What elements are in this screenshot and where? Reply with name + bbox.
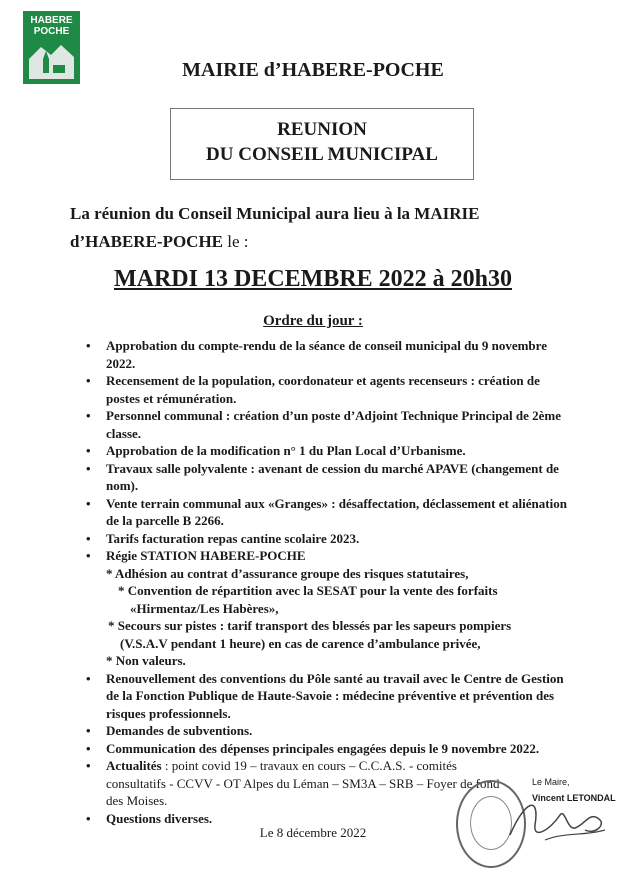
meeting-title-box: [170, 108, 474, 180]
regie-sub-2b: «Hirmentaz/Les Habères»,: [130, 600, 279, 616]
regie-title: • Régie STATION HABERE-POCHE: [106, 548, 306, 563]
page-title: MAIRIE d’HABERE-POCHE: [182, 59, 444, 81]
mayor-name: Vincent LETONDAL: [532, 793, 616, 803]
intro-paragraph: [70, 200, 590, 256]
meeting-date: MARDI 13 DECEMBRE 2022 à 20h30: [113, 266, 512, 292]
agenda-item-regie: [86, 547, 576, 670]
agenda-list: [86, 337, 576, 827]
regie-sub-3b: (V.S.A.V pendant 1 heure) en cas de carence d’ambulance privée,: [120, 635, 481, 651]
mayor-title: Le Maire,: [532, 777, 570, 787]
intro-line-1: La réunion du Conseil Municipal aura lieu à la MAIRIE: [70, 204, 480, 223]
agenda-item: • Tarifs facturation repas cantine scolaire 2023.: [86, 530, 576, 548]
intro-line-2-bold: d’HABERE-POCHE: [70, 232, 224, 251]
agenda-item: • Personnel communal : création d’un poste d’Adjoint Technique Principal de 2ème classe.: [86, 407, 576, 442]
agenda-title: Ordre du jour :: [263, 313, 363, 329]
agenda-item: • Demandes de subventions.: [86, 722, 576, 740]
box-line-2: DU CONSEIL MUNICIPAL: [206, 144, 438, 165]
agenda-item: • Travaux salle polyvalente : avenant de cession du marché APAVE (changement de nom).: [86, 460, 576, 495]
agenda-item: • Approbation du compte-rendu de la séance de conseil municipal du 9 novembre 2022.: [86, 337, 576, 372]
agenda-item: • Renouvellement des conventions du Pôle santé au travail avec le Centre de Gestion de la Fonction Publique de Haute-Savoie : médecine préventive et prévention des risques professionnels.: [86, 670, 576, 723]
regie-sub-4: * Non valeurs.: [106, 653, 186, 668]
agenda-item: • Recensement de la population, coordonateur et agents recenseurs : création de postes et rémunération.: [86, 372, 576, 407]
regie-sub-2a: * Convention de répartition avec la SESAT pour la vente des forfaits: [118, 583, 498, 598]
box-line-1: REUNION: [277, 119, 367, 140]
agenda-item: • Communication des dépenses principales engagées depuis le 9 novembre 2022.: [86, 740, 576, 758]
agenda-item: • Approbation de la modification n° 1 du Plan Local d’Urbanisme.: [86, 442, 576, 460]
mayor-signature: [505, 790, 610, 850]
signed-date: Le 8 décembre 2022: [259, 825, 367, 840]
agenda-item: • Questions diverses.: [86, 810, 576, 828]
logo-line-2: POCHE: [33, 26, 70, 37]
regie-sub-1: * Adhésion au contrat d’assurance groupe des risques statutaires,: [106, 565, 469, 581]
logo-line-1: HABERE: [30, 15, 73, 26]
agenda-item: • Vente terrain communal aux «Granges» : désaffectation, déclassement et aliénation de la parcelle B 2266.: [86, 495, 576, 530]
intro-line-2-rest: le :: [223, 232, 249, 251]
regie-sub-3a: * Secours sur pistes : tarif transport des blessés par les sapeurs pompiers: [108, 618, 512, 633]
actualites-label: Actualités: [106, 758, 162, 773]
actualites-text: : point covid 19 – travaux en cours – C.C.A.S. - comités consultatifs - CCVV - OT Alpes du Léman – SM3A – SRB – Foyer de fond des Moises.: [106, 758, 500, 808]
